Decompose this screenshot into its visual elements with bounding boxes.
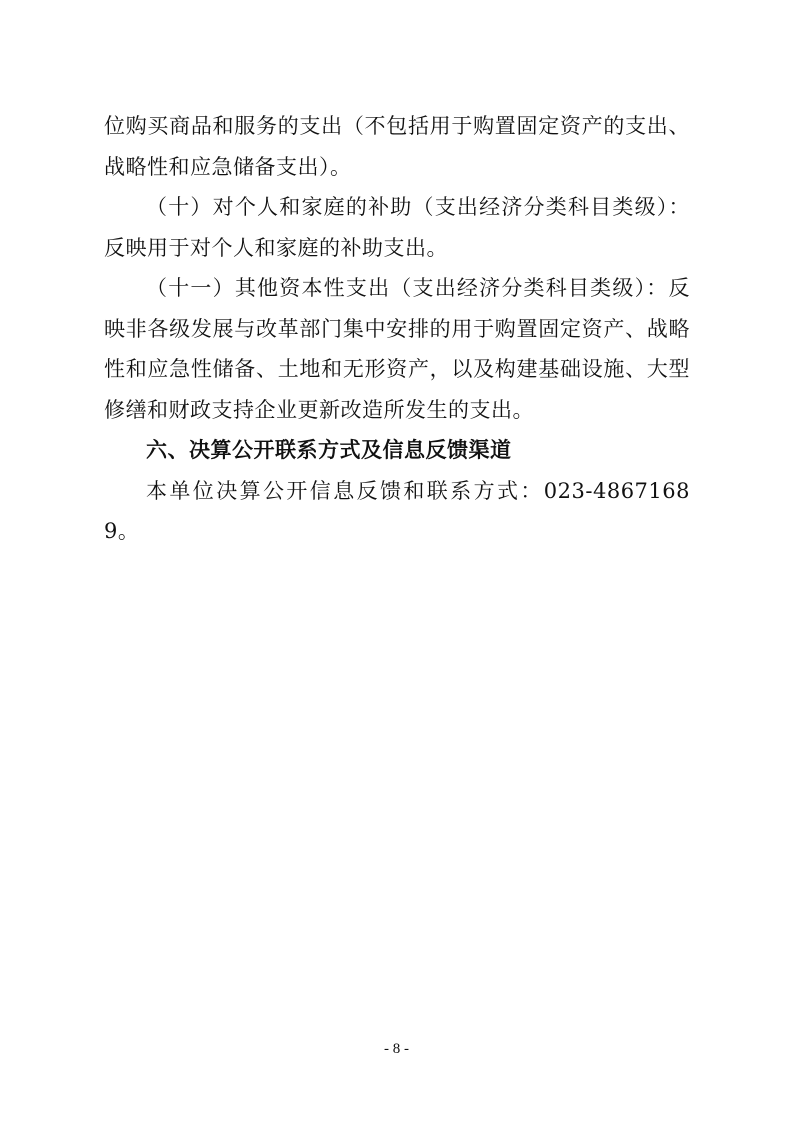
paragraph-personal-family-subsidy: （十）对个人和家庭的补助（支出经济分类科目类级）：反映用于对个人和家庭的补助支出。 (104, 195, 690, 260)
page-number: - 8 - (384, 1041, 409, 1057)
paragraph-continuation: 位购买商品和服务的支出（不包括用于购置固定资产的支出、战略性和应急储备支出）。 (104, 114, 690, 179)
paragraph-contact-info: 本单位决算公开信息反馈和联系方式：023-48671689。 (104, 478, 690, 543)
paragraph-other-capital-expenditure: （十一）其他资本性支出（支出经济分类科目类级）：反映非各级发展与改革部门集中安排的用于购置固定资产、战略性和应急性储备、土地和无形资产，以及构建基础设施、大型修缮和财政支持企业更新改造所发生的支出。 (104, 276, 690, 422)
document-body (104, 106, 690, 552)
section-heading-contact: 六、决算公开联系方式及信息反馈渠道 (146, 438, 512, 462)
